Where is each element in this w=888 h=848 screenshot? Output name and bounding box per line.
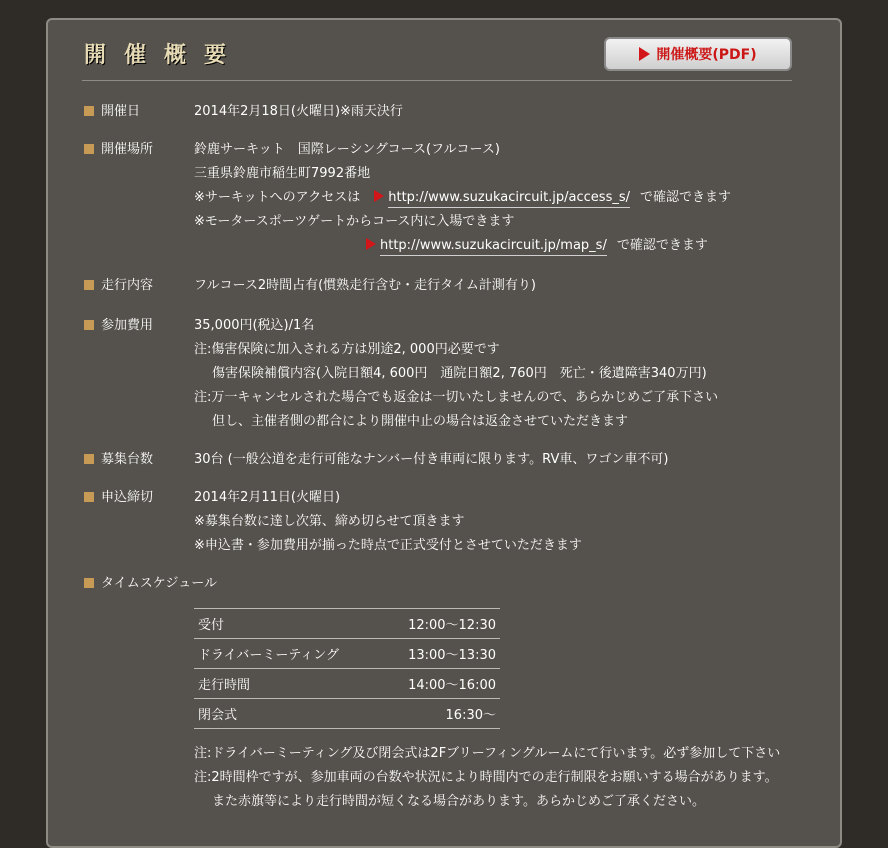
- table-row: [194, 639, 500, 669]
- access-suffix: で確認できます: [640, 190, 732, 205]
- date-value: 2014年2月18日(火曜日)※雨天決行: [194, 104, 403, 119]
- fee-amount: 35,000円(税込)/1名: [194, 318, 315, 333]
- section-deadline-value: [194, 486, 582, 558]
- date-label: 開催日: [101, 104, 141, 119]
- section-fee-label: [84, 314, 153, 338]
- schedule-item-time: 16:30～: [392, 699, 500, 729]
- square-bullet-icon: [84, 492, 94, 502]
- capacity-label: 募集台数: [101, 452, 154, 467]
- section-deadline-label: [84, 486, 153, 510]
- map-suffix: で確認できます: [616, 238, 708, 253]
- venue-address: 三重県鈴鹿市稲生町7992番地: [194, 166, 371, 181]
- play-arrow-icon: [639, 47, 650, 61]
- schedule-item-name: ドライバーミーティング: [194, 639, 392, 669]
- event-overview-panel: [46, 18, 842, 848]
- access-line: [194, 186, 731, 210]
- content-label: 走行内容: [101, 278, 154, 293]
- map-link[interactable]: http://www.suzukacircuit.jp/map_s/: [380, 238, 607, 256]
- schedule-note-limit: 注:2時間枠ですが、参加車両の台数や状況により時間内での走行制限をお願いする場合があります。: [194, 770, 778, 785]
- link-arrow-icon: [374, 190, 384, 202]
- square-bullet-icon: [84, 454, 94, 464]
- schedule-item-time: 13:00～13:30: [392, 639, 500, 669]
- content-value: フルコース2時間占有(慣熟走行含む・走行タイム計測有り): [194, 278, 536, 293]
- schedule-label: タイムスケジュール: [101, 576, 217, 591]
- schedule-table: [194, 608, 500, 729]
- deadline-label: 申込締切: [101, 490, 154, 505]
- capacity-value: 30台 (一般公道を走行可能なナンバー付き車両に限ります。RV車、ワゴン車不可): [194, 452, 669, 467]
- table-row: [194, 699, 500, 729]
- square-bullet-icon: [84, 106, 94, 116]
- fee-note-cancel: 注:万一キャンセルされた場合でも返金は一切いたしませんので、あらかじめご了承下さい: [194, 390, 719, 405]
- fee-note-refund: 但し、主催者側の都合により開催中止の場合は返金させていただきます: [212, 414, 629, 429]
- schedule-notes: [194, 742, 780, 814]
- venue-label: 開催場所: [101, 142, 154, 157]
- schedule-item-time: 14:00～16:00: [392, 669, 500, 699]
- section-content-value: [194, 274, 536, 298]
- section-venue-value: [194, 138, 731, 258]
- fee-note-insurance: 注:傷害保険に加入される方は別途2, 000円必要です: [194, 342, 500, 357]
- schedule-note-meeting: 注:ドライバーミーティング及び閉会式は2Fブリーフィングルームにて行います。必ず参加して下さい: [194, 746, 781, 761]
- access-prefix: ※サーキットへのアクセスは: [194, 190, 361, 205]
- section-date-value: [194, 100, 403, 124]
- map-line: [194, 234, 731, 258]
- square-bullet-icon: [84, 320, 94, 330]
- section-schedule-label: [84, 572, 217, 596]
- schedule-item-name: 受付: [194, 609, 392, 639]
- header-divider: [82, 80, 792, 81]
- schedule-item-time: 12:00～12:30: [392, 609, 500, 639]
- section-date-label: [84, 100, 140, 124]
- table-row: [194, 669, 500, 699]
- deadline-date: 2014年2月11日(火曜日): [194, 490, 341, 505]
- section-venue-label: [84, 138, 153, 162]
- section-capacity-value: [194, 448, 668, 472]
- pdf-button-label: 開催概要(PDF): [656, 47, 757, 63]
- gate-note: ※モータースポーツゲートからコース内に入場できます: [194, 214, 515, 229]
- square-bullet-icon: [84, 578, 94, 588]
- schedule-item-name: 閉会式: [194, 699, 392, 729]
- deadline-note-capacity: ※募集台数に達し次第、締め切らせて頂きます: [194, 514, 465, 529]
- page-title: 開催概要: [84, 43, 245, 68]
- section-fee-value: [194, 314, 718, 434]
- schedule-note-redflag: また赤旗等により走行時間が短くなる場合があります。あらかじめご了承ください。: [212, 794, 705, 809]
- square-bullet-icon: [84, 144, 94, 154]
- section-capacity-label: [84, 448, 153, 472]
- section-content-label: [84, 274, 153, 298]
- square-bullet-icon: [84, 280, 94, 290]
- venue-name: 鈴鹿サーキット 国際レーシングコース(フルコース): [194, 142, 500, 157]
- schedule-item-name: 走行時間: [194, 669, 392, 699]
- deadline-note-payment: ※申込書・参加費用が揃った時点で正式受付とさせていただきます: [194, 538, 582, 553]
- access-link[interactable]: http://www.suzukacircuit.jp/access_s/: [388, 190, 630, 208]
- pdf-download-button[interactable]: [604, 37, 792, 71]
- link-arrow-icon: [366, 238, 376, 250]
- fee-label: 参加費用: [101, 318, 154, 333]
- fee-insurance-details: 傷害保険補償内容(入院日額4, 600円 通院日額2, 760円 死亡・後遺障害340万円): [212, 366, 707, 381]
- table-row: [194, 609, 500, 639]
